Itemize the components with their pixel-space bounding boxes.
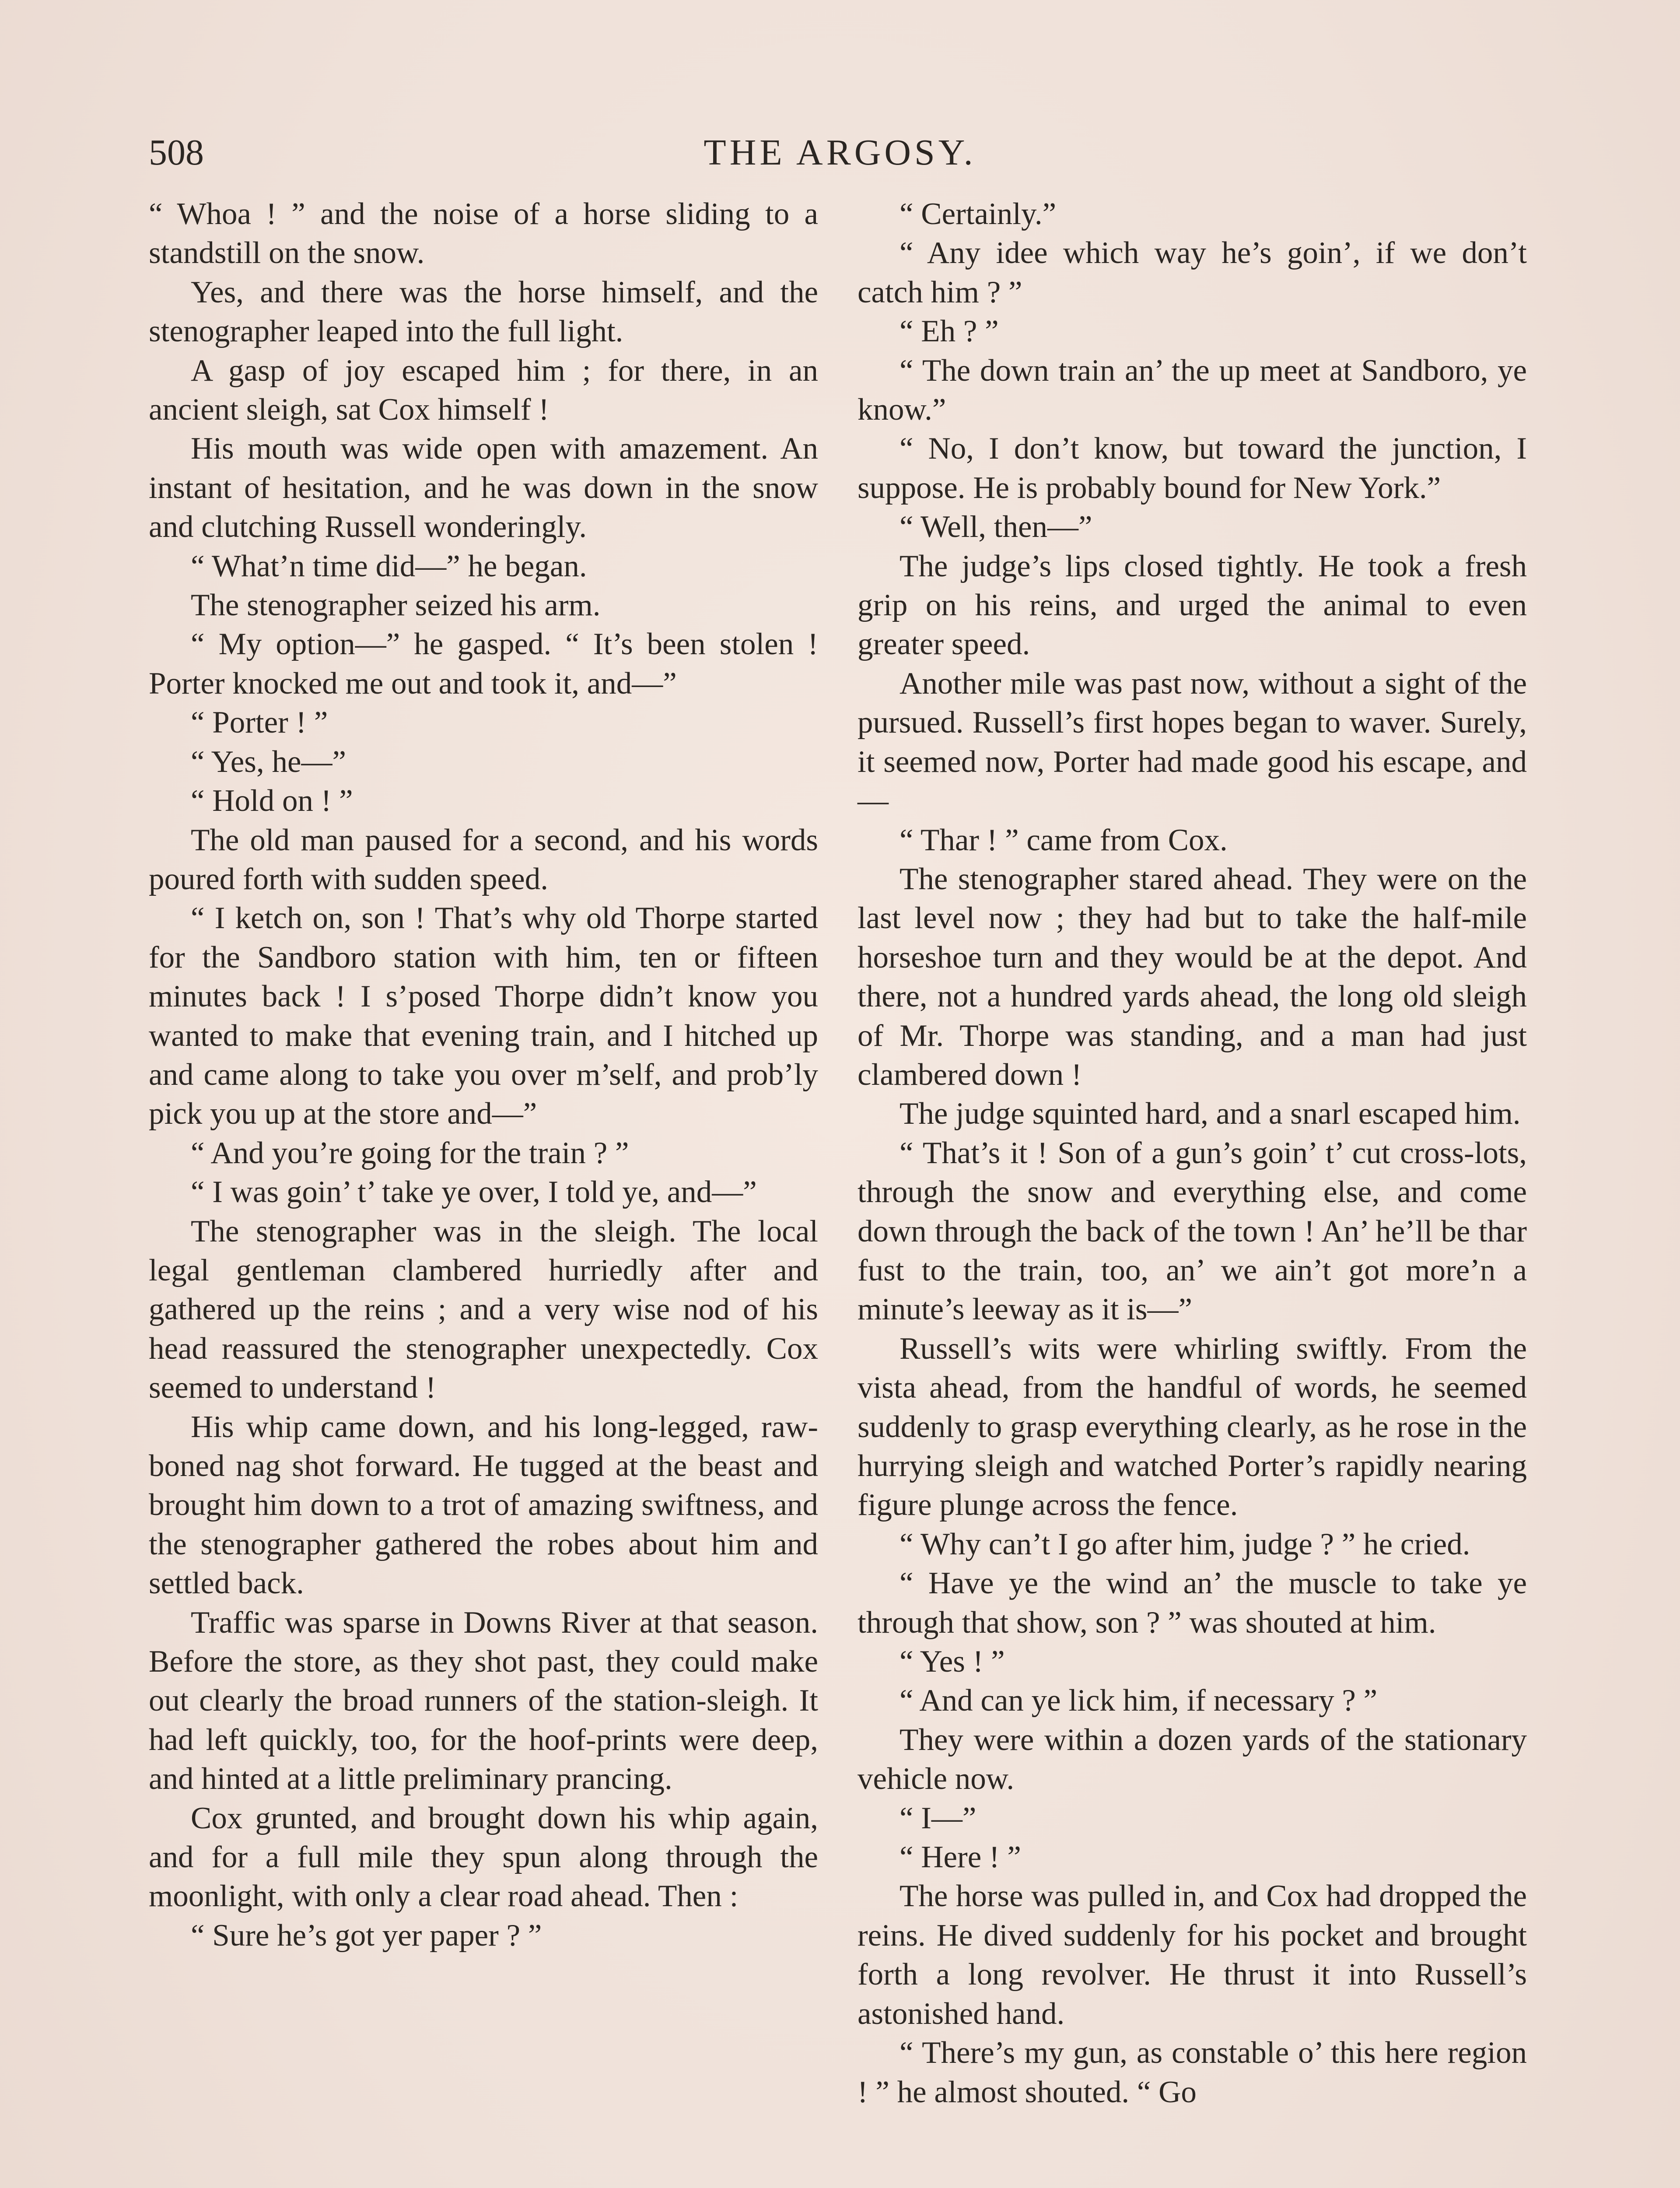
- paragraph: The stenographer was in the sleigh. The local legal gentleman clambered hurriedly after and gathered up the reins ; and a very wise nod of his head reassured the stenographer unexpectedly. Cox seemed to understand !: [149, 1214, 818, 1405]
- paragraph: “ Yes, he—”: [191, 744, 346, 779]
- left-column: [149, 195, 818, 1955]
- paragraph: “ My option—” he gasped. “ It’s been stolen ! Porter knocked me out and took it, and—”: [149, 627, 818, 701]
- paragraph: His mouth was wide open with amazement. An instant of hesitation, and he was down in the snow and clutching Russell wonderingly.: [149, 431, 818, 544]
- paragraph: Traffic was sparse in Downs River at that season. Before the store, as they shot past, they could make out clearly the broad runners of the station-sleigh. It had left quickly, too, for the hoof-prints were deep, and hinted at a little preliminary prancing.: [149, 1605, 818, 1796]
- paragraph: They were within a dozen yards of the stationary vehicle now.: [858, 1722, 1527, 1796]
- paragraph: The horse was pulled in, and Cox had dropped the reins. He dived suddenly for his pocket and brought forth a long revolver. He thrust it into Russell’s astonished hand.: [858, 1879, 1527, 2031]
- paragraph: “ And you’re going for the train ? ”: [191, 1136, 629, 1170]
- paragraph: “ I was goin’ t’ take ye over, I told ye, and—”: [191, 1175, 757, 1210]
- paragraph: “ The down train an’ the up meet at Sandboro, ye know.”: [858, 353, 1527, 427]
- paragraph: “ Thar ! ” came from Cox.: [900, 823, 1228, 857]
- paragraph: “ That’s it ! Son of a gun’s goin’ t’ cut cross-lots, through the snow and everything else, and come down through the back of the town ! An’ he’ll be thar fust to the train, too, an’ we ain’t got more’n a minute’s leeway as it is—”: [858, 1136, 1527, 1327]
- paragraph: Yes, and there was the horse himself, and the stenographer leaped into the full light.: [149, 275, 818, 349]
- paragraph: “ Any idee which way he’s goin’, if we don’t catch him ? ”: [858, 236, 1527, 309]
- paragraph: “ Here ! ”: [900, 1840, 1021, 1875]
- running-head: THE ARGOSY.: [704, 132, 976, 173]
- paragraph: The judge’s lips closed tightly. He took a fresh grip on his reins, and urged the animal to even greater speed.: [858, 549, 1527, 662]
- paragraph: The old man paused for a second, and his words poured forth with sudden speed.: [149, 823, 818, 896]
- paragraph: “ And can ye lick him, if necessary ? ”: [900, 1683, 1378, 1718]
- paragraph: “ There’s my gun, as constable o’ this here region ! ” he almost shouted. “ Go: [858, 2036, 1527, 2109]
- paragraph: “ Well, then—”: [900, 510, 1092, 544]
- paragraph: “ Certainly.”: [900, 197, 1057, 231]
- page-number: 508: [149, 132, 204, 173]
- paragraph: “ Why can’t I go after him, judge ? ” he cried.: [900, 1527, 1470, 1561]
- paragraph: The stenographer seized his arm.: [191, 588, 601, 623]
- paragraph: The stenographer stared ahead. They were on the last level now ; they had but to take the half-mile horseshoe turn and they would be at the depot. And there, not a hundred yards ahead, the long old sleigh of Mr. Thorpe was standing, and a man had just clambered down !: [858, 862, 1527, 1092]
- paragraph: “ I ketch on, son ! That’s why old Thorpe started for the Sandboro station with him, ten or fifteen minutes back ! I s’posed Thorpe didn’t know you wanted to make that evening train, and I hitched up and came along to take you over m’self, and prob’ly pick you up at the store and—”: [149, 901, 818, 1131]
- paragraph: “ I—”: [900, 1801, 976, 1835]
- paragraph: Another mile was past now, without a sight of the pursued. Russell’s first hopes began to waver. Surely, it seemed now, Porter had made good his escape, and—: [858, 666, 1527, 818]
- paragraph: “ Yes ! ”: [900, 1645, 1005, 1679]
- paragraph: Cox grunted, and brought down his whip again, and for a full mile they spun along through the moonlight, with only a clear road ahead. Then :: [149, 1801, 818, 1914]
- page-header: [149, 131, 1531, 179]
- paragraph: “ Eh ? ”: [900, 314, 999, 349]
- right-column: [858, 195, 1527, 2112]
- paragraph: “ Whoa ! ” and the noise of a horse sliding to a standstill on the snow.: [149, 197, 818, 270]
- paragraph: “ Have ye the wind an’ the muscle to take ye through that show, son ? ” was shouted at him.: [858, 1566, 1527, 1640]
- paragraph: “ Hold on ! ”: [191, 784, 353, 818]
- paragraph: His whip came down, and his long-legged, raw-boned nag shot forward. He tugged at the beast and brought him down to a trot of amazing swiftness, and the stenographer gathered the robes about him and settled back.: [149, 1410, 818, 1601]
- paragraph: Russell’s wits were whirling swiftly. From the vista ahead, from the handful of words, he seemed suddenly to grasp everything clearly, as he rose in the hurrying sleigh and watched Porter’s rapidly nearing figure plunge across the fence.: [858, 1331, 1527, 1522]
- paragraph: “ No, I don’t know, but toward the junction, I suppose. He is probably bound for New York.”: [858, 431, 1527, 505]
- paragraph: A gasp of joy escaped him ; for there, in an ancient sleigh, sat Cox himself !: [149, 353, 818, 427]
- paragraph: “ Sure he’s got yer paper ? ”: [191, 1918, 542, 1953]
- paragraph: The judge squinted hard, and a snarl escaped him.: [900, 1097, 1521, 1131]
- paragraph: “ Porter ! ”: [191, 705, 328, 740]
- paragraph: “ What’n time did—” he began.: [191, 549, 587, 583]
